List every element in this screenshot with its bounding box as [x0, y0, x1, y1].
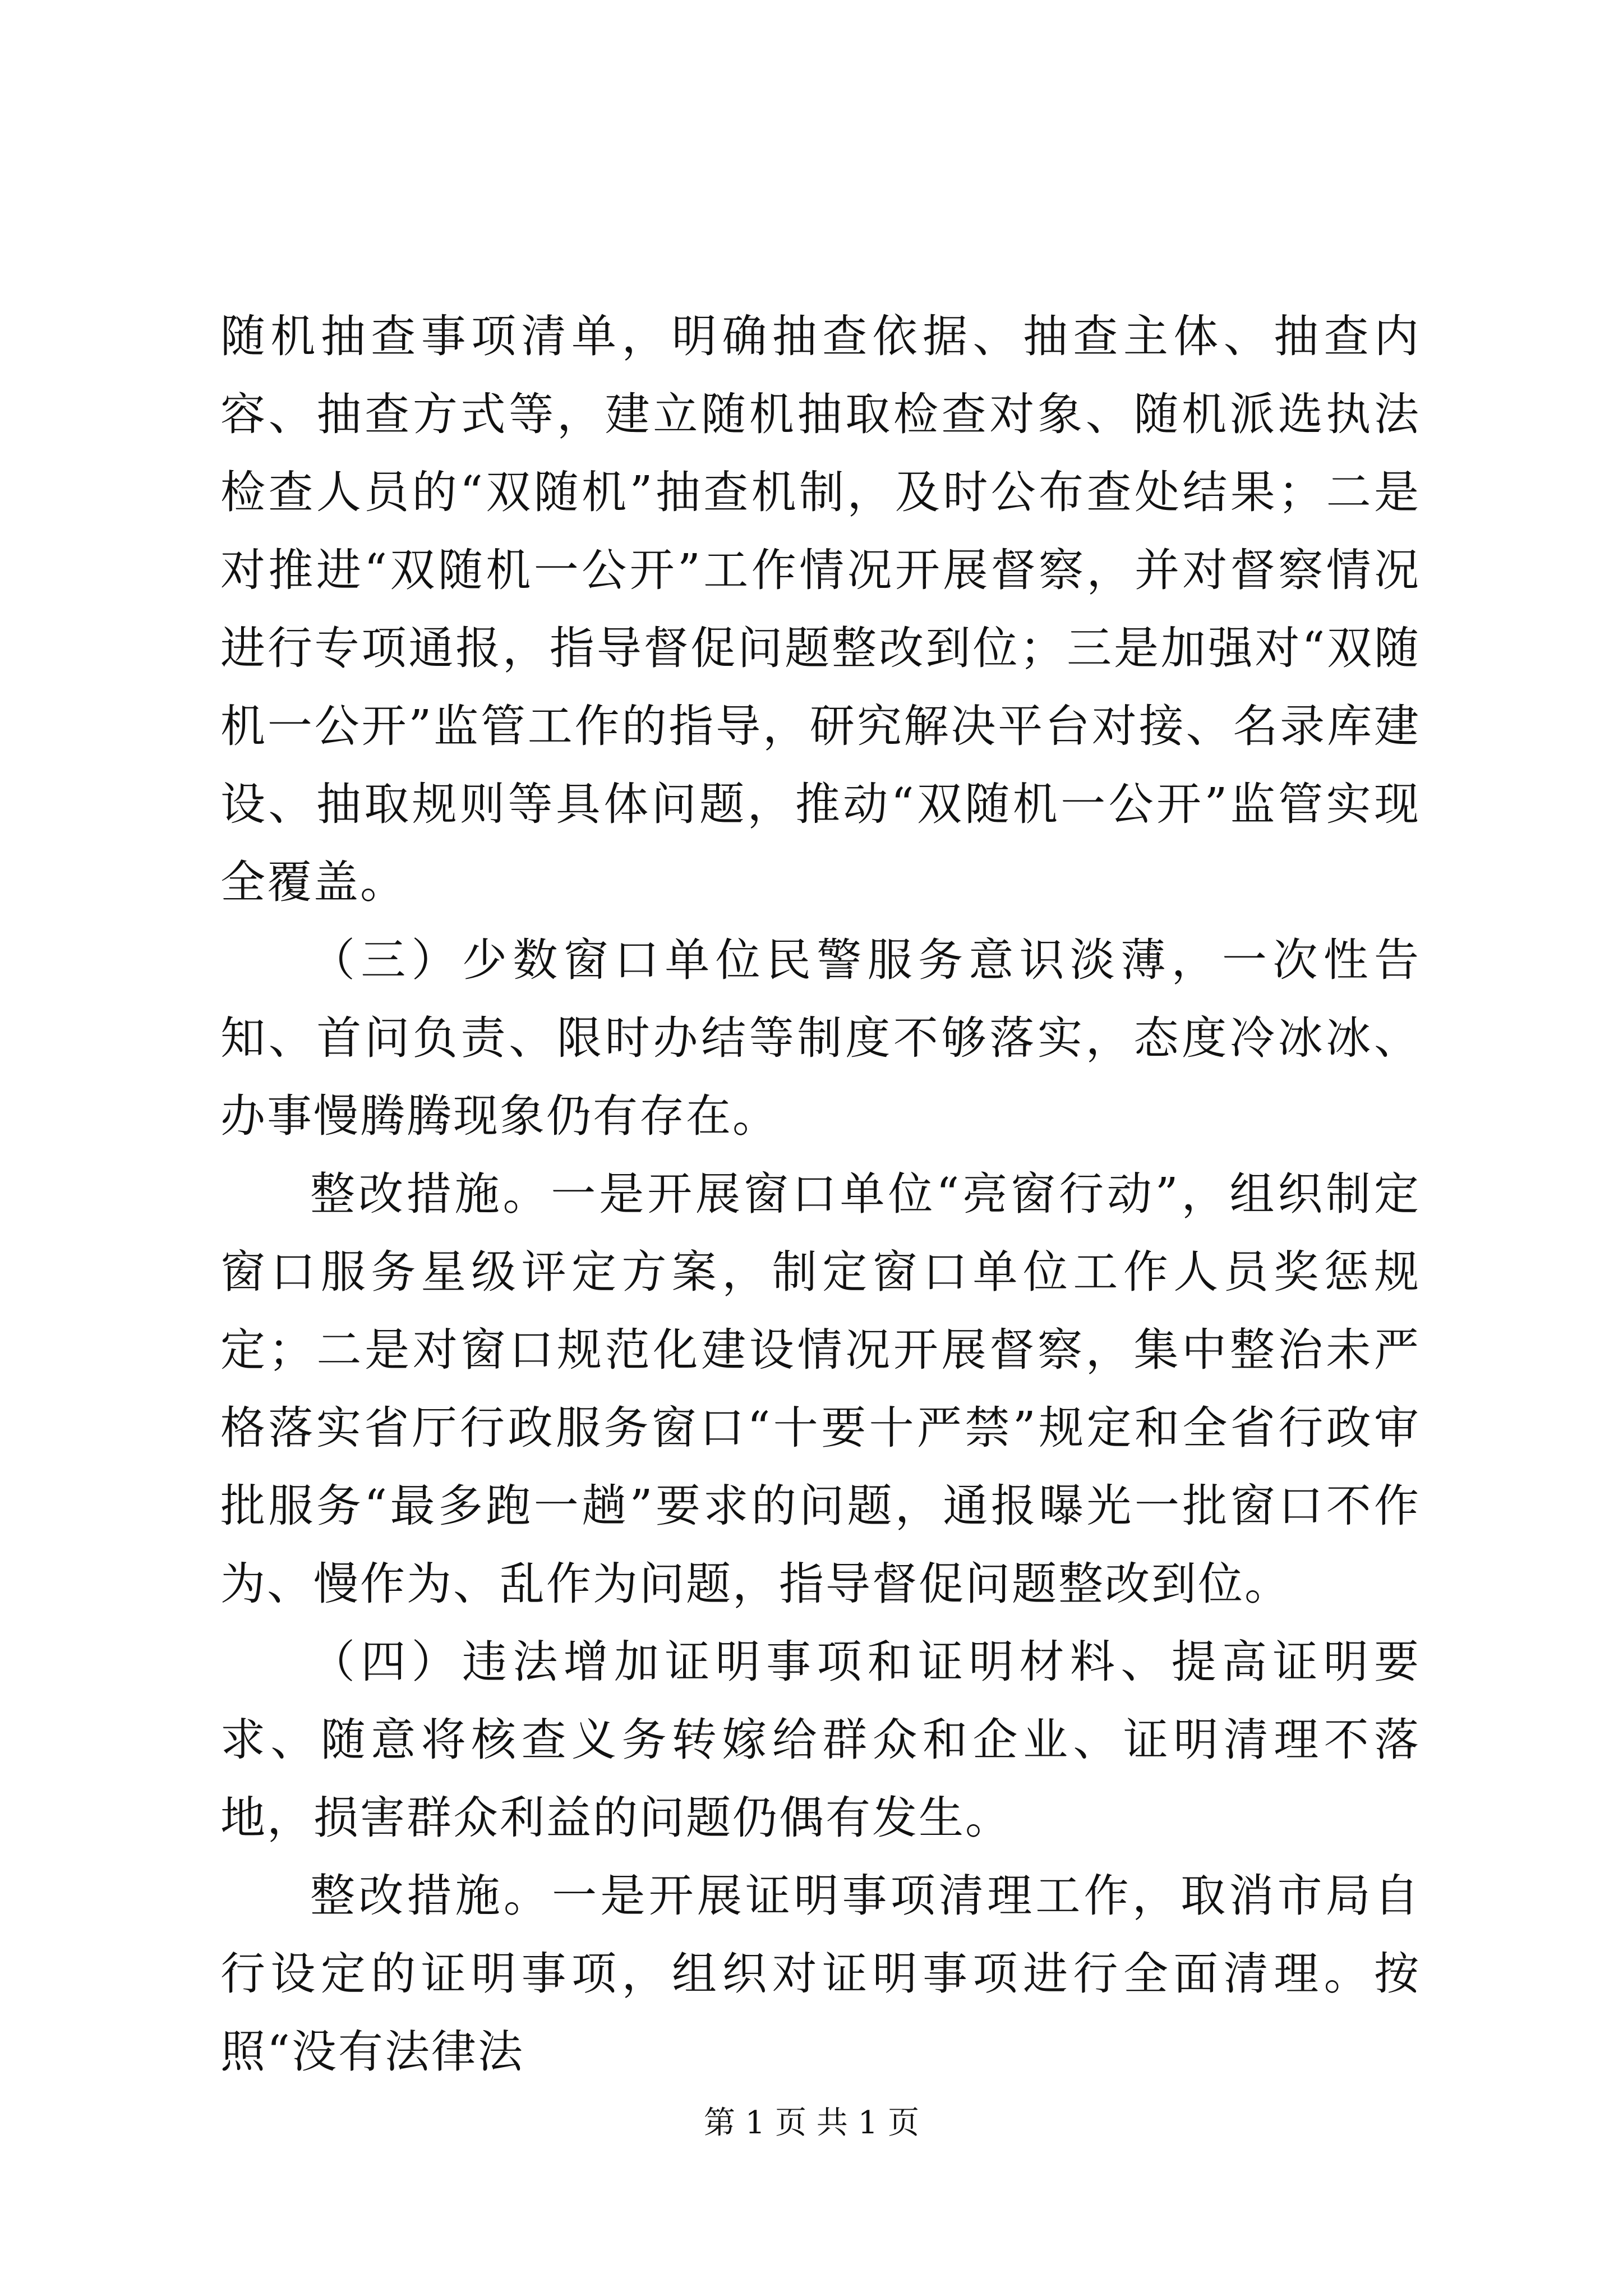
paragraph-issue-3: （三）少数窗口单位民警服务意识淡薄，一次性告知、首问负责、限时办结等制度不够落实，态度冷冰冰、办事慢腾腾现象仍有存在。: [220, 934, 1421, 1142]
paragraph-continuation: 随机抽查事项清单，明确抽查依据、抽查主体、抽查内容、抽查方式等，建立随机抽取检查对象、随机派选执法检查人员的“双随机”抽查机制，及时公布查处结果；二是对推进“双随机一公开”工作情况开展督察，并对督察情况进行专项通报，指导督促问题整改到位；三是加强对“双随机一公开”监管工作的指导，研究解决平台对接、名录库建设、抽取规则等具体问题，推动“双随机一公开”监管实现全覆盖。: [220, 310, 1421, 908]
page-footer: 第 1 页 共 1 页: [703, 2105, 920, 2141]
paragraph-issue-4: （四）违法增加证明事项和证明材料、提高证明要求、随意将核查义务转嫁给群众和企业、证明清理不落地，损害群众利益的问题仍偶有发生。: [220, 1636, 1421, 1844]
paragraph-measures-3: 整改措施。一是开展窗口单位“亮窗行动”，组织制定窗口服务星级评定方案，制定窗口单位工作人员奖惩规定；二是对窗口规范化建设情况开展督察，集中整治未严格落实省厅行政服务窗口“十要十严禁”规定和全省行政审批服务“最多跑一趟”要求的问题，通报曝光一批窗口不作为、慢作为、乱作为问题，指导督促问题整改到位。: [220, 1168, 1421, 1610]
document-body: [220, 297, 1421, 2091]
paragraph-measures-4: 整改措施。一是开展证明事项清理工作，取消市局自行设定的证明事项，组织对证明事项进行全面清理。按照“没有法律法: [220, 1870, 1421, 2078]
